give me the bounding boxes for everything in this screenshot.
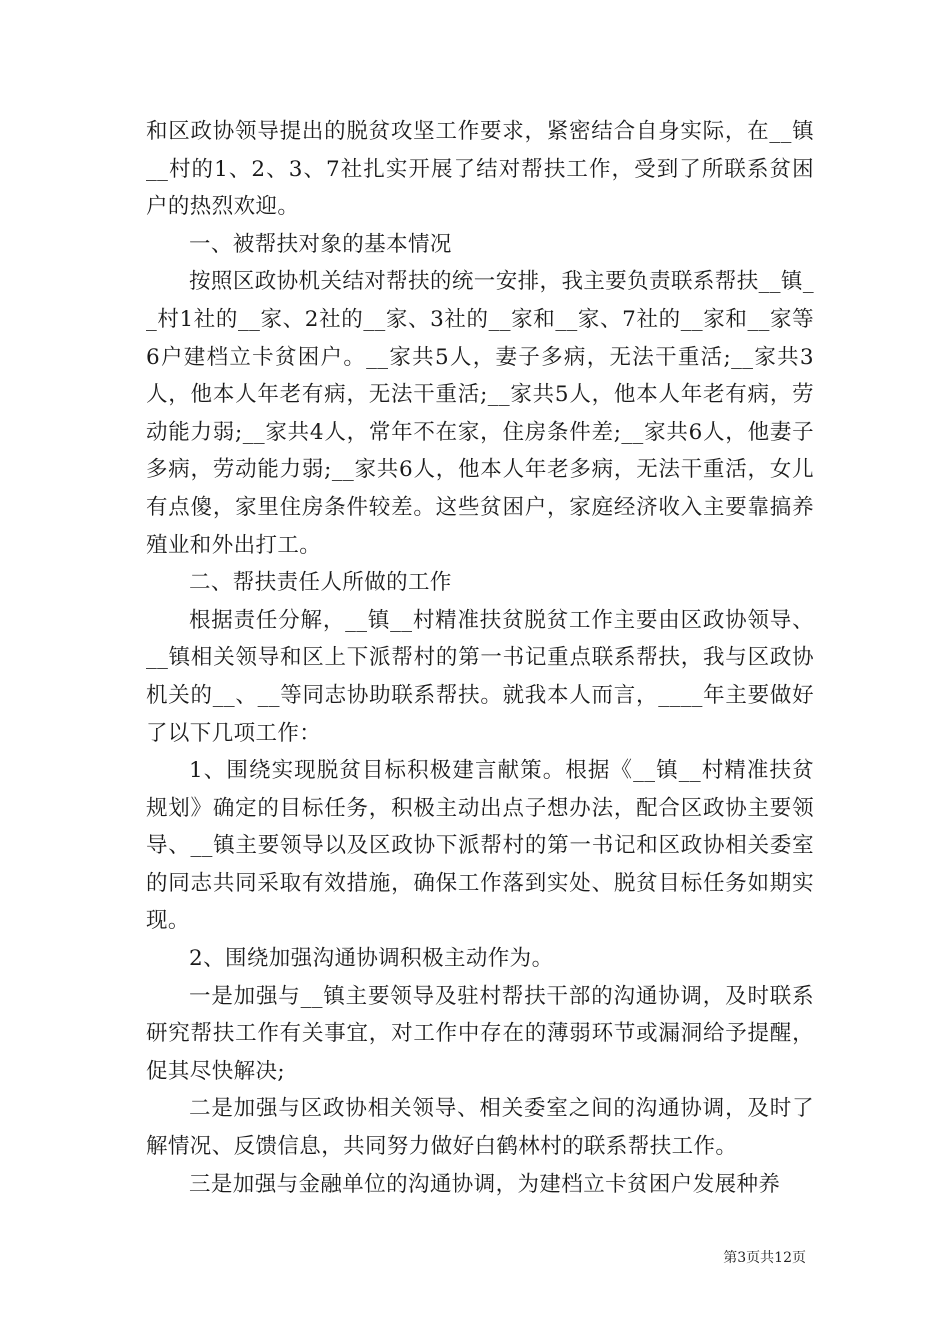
paragraph-intro-continued: 和区政协领导提出的脱贫攻坚工作要求，紧密结合自身实际，在__镇__村的1、2、3、7社扎实开展了结对帮扶工作，受到了所联系贫困户的热烈欢迎。 <box>146 119 814 220</box>
paragraph-point-1: 一是加强与__镇主要领导及驻村帮扶干部的沟通协调，及时联系研究帮扶工作有关事宜，对工作中存在的薄弱环节或漏洞给予提醒，促其尽快解决; <box>146 983 814 1084</box>
page-number: 第3页共12页 <box>723 1250 806 1266</box>
paragraph-item-2: 2、围绕加强沟通协调积极主动作为。 <box>189 946 554 972</box>
document-body <box>146 113 814 1203</box>
paragraph-point-2: 二是加强与区政协相关领导、相关委室之间的沟通协调，及时了解情况、反馈信息，共同努力做好白鹤林村的联系帮扶工作。 <box>146 1096 814 1160</box>
section-heading-2: 二、帮扶责任人所做的工作 <box>189 570 452 596</box>
paragraph-responsibility: 根据责任分解，__镇__村精准扶贫脱贫工作主要由区政协领导、__镇相关领导和区上下派帮村的第一书记重点联系帮扶，我与区政协机关的__、__等同志协助联系帮扶。就我本人而言，____年主要做好了以下几项工作： <box>146 607 814 746</box>
paragraph-point-3: 三是加强与金融单位的沟通协调，为建档立卡贫困户发展种养 <box>189 1171 781 1197</box>
paragraph-basic-situation: 按照区政协机关结对帮扶的统一安排，我主要负责联系帮扶__镇__村1社的__家、2社的__家、3社的__家和__家、7社的__家和__家等6户建档立卡贫困户。__家共5人，妻子多病，无法干重活;__家共3人，他本人年老有病，无法干重活;__家共5人，他本人年老有病，劳动能力弱;__家共4人，常年不在家，住房条件差;__家共6人，他妻子多病，劳动能力弱;__家共6人，他本人年老多病，无法干重活，女儿有点傻，家里住房条件较差。这些贫困户，家庭经济收入主要靠搞养殖业和外出打工。 <box>146 269 814 558</box>
section-heading-1: 一、被帮扶对象的基本情况 <box>189 231 452 257</box>
paragraph-item-1: 1、围绕实现脱贫目标积极建言献策。根据《__镇__村精准扶贫规划》确定的目标任务，积极主动出点子想办法，配合区政协主要领导、__镇主要领导以及区政协下派帮村的第一书记和区政协相关委室的同志共同采取有效措施，确保工作落到实处、脱贫目标任务如期实现。 <box>146 758 814 934</box>
